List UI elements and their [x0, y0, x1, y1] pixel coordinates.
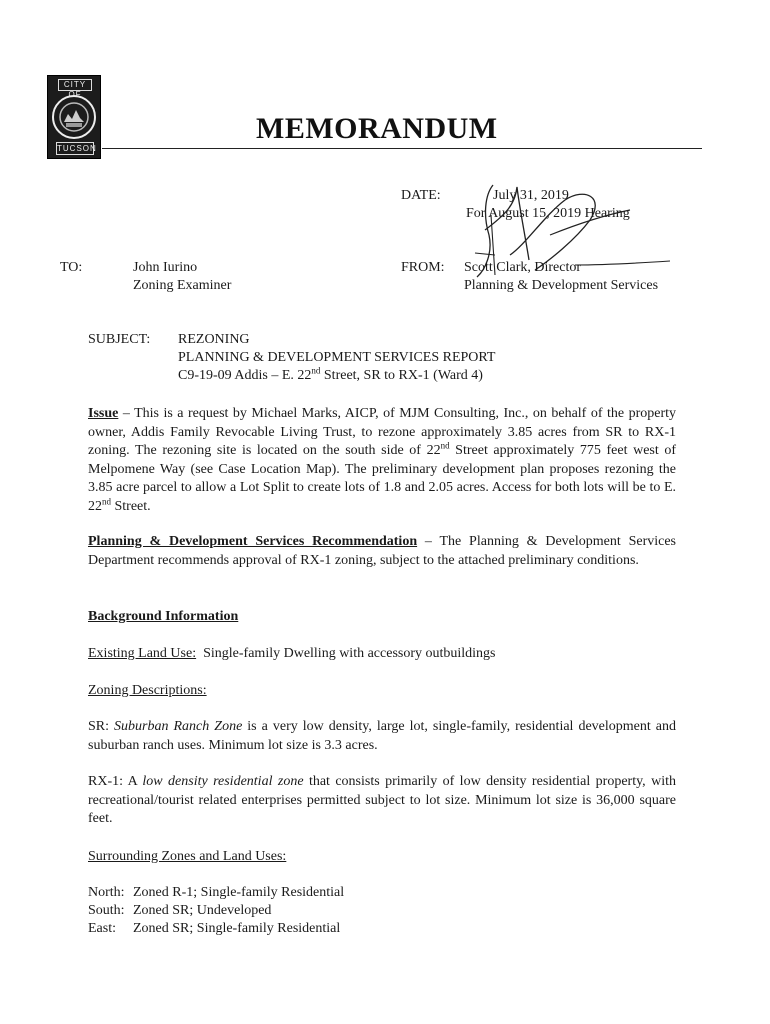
existing-land-use: Existing Land Use: Single-family Dwelling with accessory outbuildings [88, 646, 496, 661]
title-rule [102, 148, 702, 149]
subject-label: SUBJECT: [88, 332, 151, 347]
zoning-descriptions-heading: Zoning Descriptions: [88, 683, 207, 698]
to-label: TO: [60, 260, 83, 275]
surrounding-south: South: Zoned SR; Undeveloped [88, 903, 272, 918]
date-value: July 31, 2019 [493, 188, 569, 203]
hearing-note: For August 15, 2019 Hearing [466, 206, 630, 221]
to-title: Zoning Examiner [133, 278, 232, 293]
city-seal-logo [47, 75, 101, 159]
seal-emblem-icon [50, 92, 98, 142]
background-heading: Background Information [88, 609, 239, 624]
to-name: John Iurino [133, 260, 198, 275]
rx1-zone-description: RX-1: A low density residential zone that consists primarily of low density residential property, with recreational/tourist related enterprises permitted subject to lot size. Minimum lot size is 36,000 square feet. [88, 774, 676, 826]
subject-line-1: REZONING [178, 332, 250, 347]
from-label: FROM: [401, 260, 445, 275]
subject-line-2: PLANNING & DEVELOPMENT SERVICES REPORT [178, 350, 496, 365]
surrounding-east: East: Zoned SR; Single-family Residential [88, 921, 341, 936]
seal-bottom-text: TUCSON [57, 144, 97, 153]
subject-line-3: C9-19-09 Addis – E. 22nd Street, SR to RX-1 (Ward 4) [178, 365, 483, 383]
recommendation-label: Planning & Development Services Recommendation [88, 534, 418, 549]
issue-label: Issue [88, 406, 119, 421]
seal-top-text: CITY OF [58, 79, 92, 91]
surrounding-north: North: Zoned R-1; Single-family Residential [88, 885, 345, 900]
sr-zone-description: SR: Suburban Ranch Zone is a very low density, large lot, single-family, residential development and suburban ranch uses. Minimum lot size is 3.3 acres. [88, 719, 676, 753]
recommendation-paragraph: Planning & Development Services Recommendation – The Planning & Development Services Department recommends approval of RX-1 zoning, subject to the attached preliminary conditions. [88, 534, 677, 568]
surrounding-zones-heading: Surrounding Zones and Land Uses: [88, 849, 287, 864]
from-name: Scott Clark, Director [464, 260, 582, 275]
date-label: DATE: [401, 188, 441, 203]
document-title: MEMORANDUM [256, 112, 498, 145]
issue-paragraph: Issue – This is a request by Michael Marks, AICP, of MJM Consulting, Inc., on behalf of the property owner, Addis Family Revocable Living Trust, to rezone approximately 3.85 acres from SR to RX-1 zoning. The rezoning site is located on the south side of 22nd Street approximately 775 feet west of Melpomene Way (see Case Location Map). The preliminary development plan proposes rezoning the 3.85 acre parcel to allow a Lot Split to create lots of 1.8 and 2.05 acres. Access for both lots will be to E. 22nd Street. [88, 406, 677, 514]
from-department: Planning & Development Services [464, 278, 659, 293]
